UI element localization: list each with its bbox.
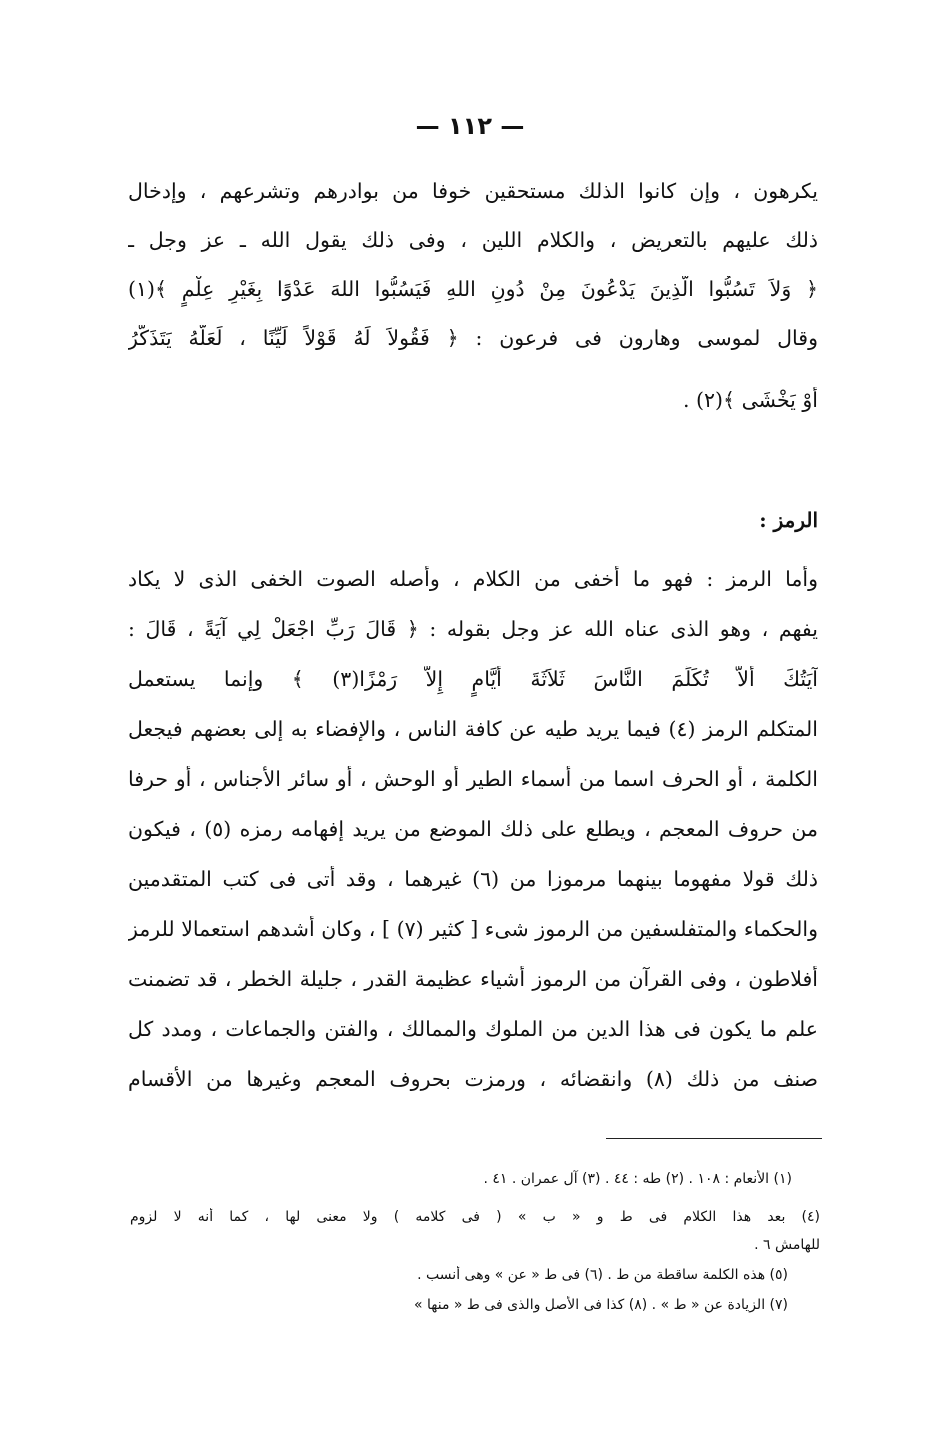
footnote-separator bbox=[606, 1138, 822, 1139]
text-line: صنف من ذلك (٨) وانقضائه ، ورمزت بحروف المعجم وغيرها من الأقسام bbox=[128, 1067, 818, 1091]
quran-verse-line: آيَتُكَ أَلاَّ تُكَلِّمَ النَّاسَ ثَلاَثَةَ أَيَّامٍ إِلاَّ رَمْزًا(٣) ﴾ وإنما يستعمل bbox=[128, 667, 818, 691]
footnote-line: (٧) الزيادة عن « ط » . (٨) كذا فى الأصل والذى فى ط « منها » bbox=[413, 1297, 788, 1313]
text-line: يفهم ، وهو الذى عناه الله عز وجل بقوله : ﴿ قَالَ رَبِّ اجْعَلْ لِي آيَةً ، قَالَ : bbox=[128, 617, 818, 641]
text-line: الكلمة ، أو الحرف اسما من أسماء الطير أو الوحش ، أو سائر الأجناس ، أو حرفا bbox=[128, 767, 818, 791]
paragraph-1 bbox=[128, 178, 818, 436]
text-line: وأما الرمز : فهو ما أخفى من الكلام ، وأصله الصوت الخفى الذى لا يكاد bbox=[128, 567, 818, 591]
text-line: أَوْ يَخْشَى ﴾(٢) . bbox=[683, 388, 818, 412]
page-number: — ١١٢ — bbox=[415, 112, 525, 140]
text-line: ذلك قولا مفهوما بينهما مرموزا من (٦) غيرهما ، وقد أتى فى كتب المتقدمين bbox=[128, 867, 818, 891]
text-line: المتكلم الرمز (٤) فيما يريد طيه عن كافة الناس ، والإفضاء به إلى بعضهم فيجعل bbox=[128, 717, 818, 741]
text-line: أفلاطون ، وفى القرآن من الرموز أشياء عظيمة القدر ، جليلة الخطر ، قد تضمنت bbox=[128, 967, 818, 991]
text-line: والحكماء والمتفلسفين من الرموز شىء [ كثير (٧) ] ، وكان أشدهم استعمالا للرمز bbox=[128, 917, 818, 941]
section-heading: الرمز : bbox=[759, 508, 818, 532]
text-line: ذلك عليهم بالتعريض ، والكلام اللين ، وفى ذلك يقول الله ـ عز وجل ـ bbox=[128, 228, 818, 252]
text-line: من حروف المعجم ، ويطلع على ذلك الموضع من يريد إفهامه رمزه (٥) ، فيكون bbox=[128, 817, 818, 841]
footnotes bbox=[130, 1170, 820, 1326]
footnote-line: للهامش ٦ . bbox=[754, 1237, 820, 1253]
footnote-line: (٥) هذه الكلمة ساقطة من ط . (٦) فى ط « عن » وهى أنسب . bbox=[417, 1267, 788, 1283]
footnote-line: (٤) بعد هذا الكلام فى ط و « ب » ( فى كلامه ) ولا معنى لها ، كما أنه لا لزوم bbox=[130, 1209, 820, 1225]
paragraph-2 bbox=[128, 566, 818, 1116]
quran-verse-line: ﴿ وَلاَ تَسُبُّوا الَّذِينَ يَدْعُونَ مِنْ دُونِ اللهِ فَيَسُبُّوا اللهَ عَدْوًا بِغَيْرِ عِلْمٍ ﴾(١) bbox=[128, 277, 818, 301]
text-line: يكرهون ، وإن كانوا الذلك مستحقين خوفا من بوادرهم وتشرعهم ، وإدخال bbox=[128, 179, 818, 203]
footnote-line: (١) الأنعام : ١٠٨ . (٢) طه : ٤٤ . (٣) آل عمران . ٤١ . bbox=[483, 1171, 792, 1187]
text-line: وقال لموسى وهارون فى فرعون : ﴿ فَقُولاَ لَهُ قَوْلاً لَيِّنًا ، لَعَلَّهُ يَتَذَكَّرُ bbox=[128, 326, 818, 350]
text-line: علم ما يكون فى هذا الدين من الملوك والممالك ، والفتن والجماعات ، ومدد كل bbox=[128, 1017, 818, 1041]
